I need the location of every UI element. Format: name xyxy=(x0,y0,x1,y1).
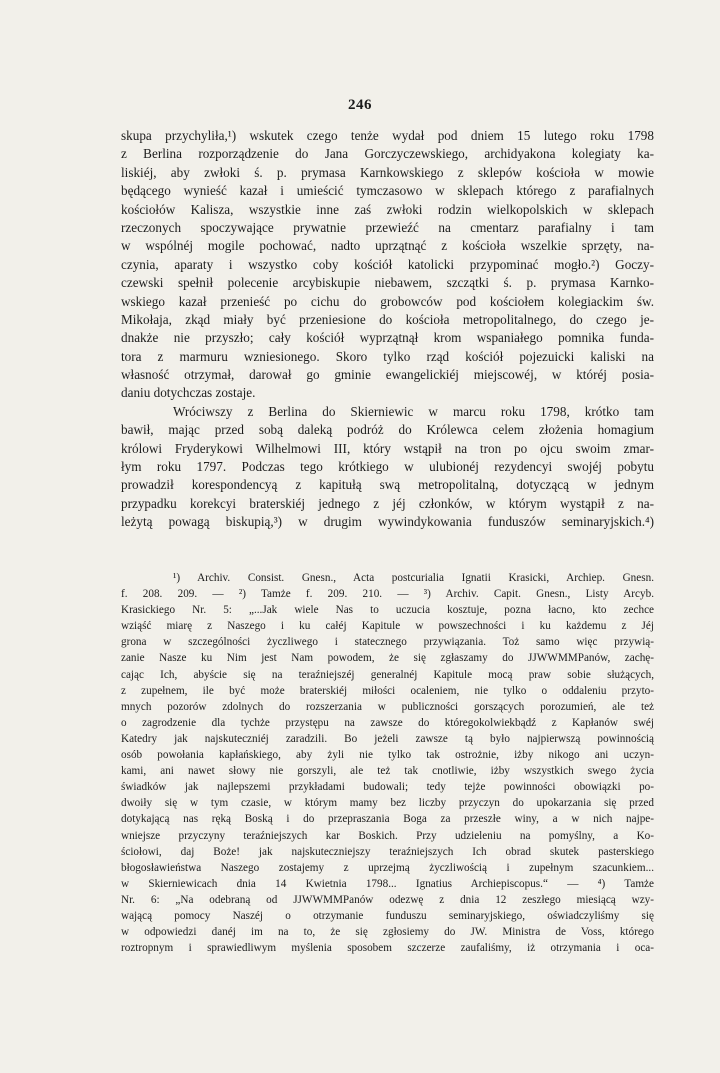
footnote-line: roztropnym i sprawiedliwym myślenia sposobem szczerze zaufaliśmy, iż otrzymania i oca- xyxy=(121,942,654,955)
footnote-line: ¹) Archiv. Consist. Gnesn., Acta postcurialia Ignatii Krasicki, Archiep. Gnesn. xyxy=(173,572,654,584)
paragraph-end-line: daniu dotychczas zostaje. xyxy=(121,385,256,401)
text-line: własność otrzymał, darował go gminie ewangelickiéj miejscowéj, w któréj posia- xyxy=(121,367,654,383)
text-line: skupa przychyliła,¹) wskutek czego tenże wydał pod dniem 15 lutego roku 1798 xyxy=(121,128,654,143)
footnote-line: wającą pomocy Naszéj o otrzymanie funduszu seminaryjskiego, oświadczyliśmy się xyxy=(121,909,654,922)
text-line: będącego wynieść kazał i umieścić tymczasowo w sklepach którego z parafialnych xyxy=(121,183,654,199)
text-line: dnakże nie przyszło; cały kościół wyprzątnął krom wspaniałego pomnika funda- xyxy=(121,330,654,346)
text-line: z Berlina rozporządzenie do Jana Gorczyczewskiego, archidyakona kolegiaty ka- xyxy=(121,146,654,162)
text-line: rzeczonych spoczywające prywatnie przewieźć na cmentarz parafialny i tam xyxy=(121,219,654,235)
text-line: czewski spełnił polecenie arcybiskupie niebawem, szczątki ś. p. prymasa Karnko- xyxy=(121,275,654,291)
text-line: czynia, aparaty i wszystko coby kościół katolicki przypominać mogło.²) Goczy- xyxy=(121,256,654,272)
footnote-line: Krasickiego Nr. 5: „...Jak wiele Nas to uczucia kosztuje, pozna łacno, kto zechce xyxy=(121,604,654,617)
footnote-line: w odpowiedzi danéj im na to, że się zgłosiemy do JW. Ministra de Voss, którego xyxy=(121,926,654,939)
footnote-line: świadków jak najlepszemi przykładami budowali; tedy tejże powinności obowiązki po- xyxy=(121,781,654,794)
footnote-line: w Skierniewicach dnia 14 Kwietnia 1798... Ignatius Archiepiscopus.“ — ⁴) Tamże xyxy=(121,877,654,890)
page-number: 246 xyxy=(348,97,372,113)
footnote-line: zanie Nasze ku Nim jest Nam powodem, że się zgłaszamy do JJWWMMPanów, zachę- xyxy=(121,652,654,665)
footnote-line: z zupełnem, ile być może braterskiéj miłości ocaleniem, nie tylko o oddaleniu przyto- xyxy=(121,684,654,697)
footnote-line: osób powołania kapłańskiego, aby żyli nie tylko tak ostrożnie, iżby nikogo ani uczyn- xyxy=(121,749,654,762)
text-line: wskiego kazał przenieść po cichu do grobowców pod kościołem kolegiackim św. xyxy=(121,293,654,309)
footnote-line: cając Ich, abyście się na teraźniejszéj generalnéj Kapitule mocą praw sobie służących, xyxy=(121,668,654,681)
text-line: prowadził korespondencyą z kapitułą swą metropolitalną, dotyczącą w jednym xyxy=(121,477,654,493)
footnotes xyxy=(121,570,654,956)
footnote-line: wniejsze przyczyny teraźniejszych kar Boskich. Przy udzieleniu na pomyślny, a Ko- xyxy=(121,829,654,842)
main-text xyxy=(121,127,654,532)
footnote-line: grona w szczególności życzliwego i statecznego przywiązania. Toż samo więc przywią- xyxy=(121,636,654,649)
text-line: przypadku korekcyi braterskiéj jednego z jéj członków, w którym wystąpił z na- xyxy=(121,495,654,511)
footnote-line: mnych pozorów zdolnych do rozszerzania w publiczności gorszących porozumień, ale też xyxy=(121,700,654,713)
text-line: w wspólnéj mogile pochować, nadto uprzątnąć z kościoła wszelkie sprzęty, na- xyxy=(121,238,654,254)
footnote-line: błogosławieństwa Naszego zostajemy z uprzejmą życzliwością i zupełnym szacunkiem... xyxy=(121,861,654,874)
footnote-line: wziąść miarę z Naszego i ku całéj Kapitule w powszechności i ku każdemu z Jéj xyxy=(121,620,654,633)
footnote-line: ściołowi, daj Boże! jak najskuteczniejszy teraźniejszych Ich obrad skutek pasterskiego xyxy=(121,845,654,858)
text-line: bawił, mając przed sobą daleką podróż do Królewca celem złożenia homagium xyxy=(121,422,654,438)
footnote-line: kami, ani nawet słowy nie gorszyli, ale też tak cnotliwie, iżby wszystkich swego życia xyxy=(121,765,654,778)
footnote-line: dwoiły się w tym czasie, w którym mamy bez liczby przyczyn do upokarzania się przed xyxy=(121,797,654,810)
text-line: Mikołaja, zkąd miały być przeniesione do kościoła metropolitalnego, do czego je- xyxy=(121,311,654,327)
text-line: kościołów Kalisza, wszystkie inne zaś zwłoki rodzin wielkopolskich w sklepach xyxy=(121,201,654,217)
text-line: królowi Fryderykowi Wilhelmowi III, który wstąpił na tron po ojcu swoim zmar- xyxy=(121,440,654,456)
text-line: leżytą powagą biskupią,³) w drugim wywindykowania funduszów seminaryjskich.⁴) xyxy=(121,514,654,530)
footnote-line: o zagrodzenie dla tychże przystępu na zawsze do któregokolwiekbądź z Kapłanów swéj xyxy=(121,716,654,729)
footnote-line: f. 208. 209. — ²) Tamże f. 209. 210. — ³) Archiv. Capit. Gnesn., Listy Arcyb. xyxy=(121,588,654,601)
footnote-line: Katedry jak najskuteczniéj zaradzili. Bo jeżeli zawsze tą było najpierwszą powinnością xyxy=(121,732,654,745)
footnote-line: dotykającą nas ręką Boską i do przepraszania Boga za przeszłe winy, a w nich najpe- xyxy=(121,813,654,826)
text-line: tora z marmuru wzniesionego. Skoro tylko rząd kościół pojezuicki kaliski na xyxy=(121,348,654,364)
paragraph-first-line: Wróciwszy z Berlina do Skierniewic w marcu roku 1798, krótko tam xyxy=(173,403,654,419)
footnote-line: Nr. 6: „Na odebraną od JJWWMMPanów odezwę z dnia 12 zeszłego miesiącą wzy- xyxy=(121,893,654,906)
text-line: liskiéj, aby zwłoki ś. p. prymasa Karnkowskiego z sklepów kościoła w mowie xyxy=(121,164,654,180)
text-line: łym roku 1797. Podczas tego krótkiego w ulubionéj rezydencyi swojéj pobytu xyxy=(121,459,654,475)
